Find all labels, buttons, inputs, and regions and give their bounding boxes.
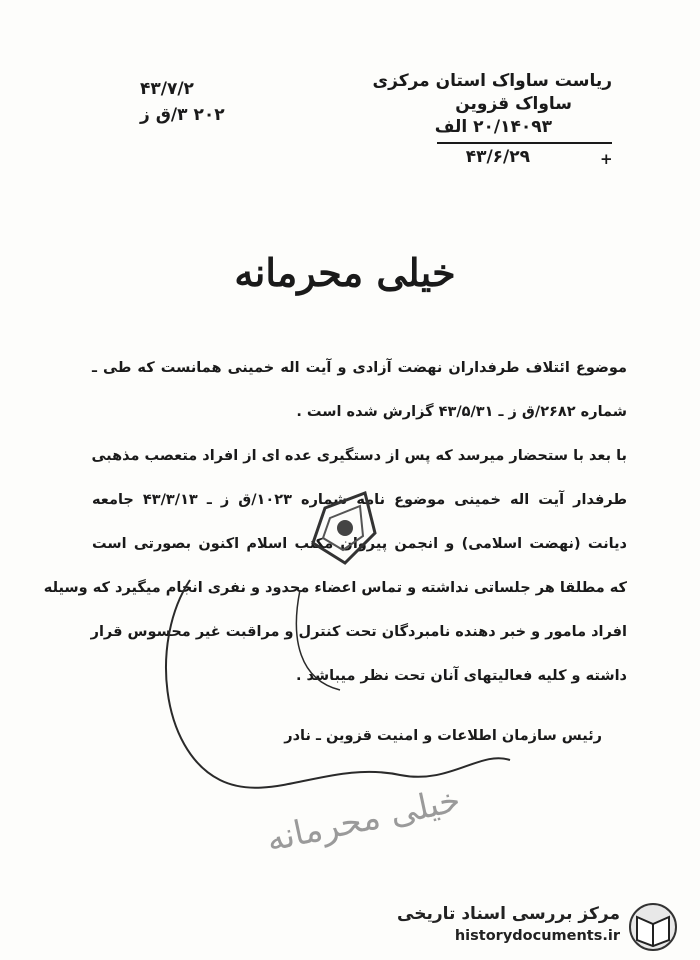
- body-line-6: که مطلقا هر جلساتی نداشته و تماس اعضاء محدود و نفری انجام میگیرد که وسیله: [43, 580, 627, 596]
- body-line-4: طرفدار آیت اله خمینی موضوع نامه شماره ۱۰۲۳/ق ز ـ ۴۳/۳/۱۳ جامعه: [92, 492, 627, 508]
- document-date: ۴۳/۷/۲: [140, 79, 194, 99]
- body-line-8: داشته و کلیه فعالیتهای آنان تحت نظر میباشد .: [295, 668, 627, 684]
- stamp-mark: [305, 488, 385, 568]
- body-line-7: افراد مامور و خبر دهنده نامبردگان تحت کنترل و مراقبت غیر محسوس قرار: [90, 624, 627, 640]
- sender-line-1: ریاست ساواک استان مرکزی: [372, 71, 612, 91]
- sender-line-2: ساواک قزوین: [455, 94, 572, 114]
- archive-name: مرکز بررسی اسناد تاریخی: [397, 904, 620, 924]
- reference-date: ۴۳/۶/۲۹: [465, 147, 530, 167]
- header-rule: [437, 142, 612, 144]
- document-number: ۲۰۲ ۳/ق ز: [140, 105, 225, 125]
- archive-url: historydocuments.ir: [454, 928, 620, 944]
- body-line-2: شماره ۲۶۸۲/ق ز ـ ۴۳/۵/۳۱ گزارش شده است .: [296, 404, 627, 420]
- signature-line: رئیس سازمان اطلاعات و امنیت قزوین ـ نادر: [284, 728, 602, 744]
- body-line-5: دیانت (نهضت اسلامی) و انجمن پیروان مکتب اسلام اکنون بصورتی است: [92, 536, 627, 552]
- archive-watermark: [397, 900, 690, 956]
- plus-mark: +: [600, 150, 613, 168]
- body-line-3: با بعد با ستحضار میرسد که پس از دستگیری عده ای از افراد متعصب مذهبی: [91, 448, 627, 464]
- sender-block: [372, 70, 612, 169]
- archive-logo-icon: [625, 902, 681, 952]
- classification-heading: خیلی محرمانه: [234, 250, 456, 295]
- handwritten-annotation: خیلی محرمانه: [262, 779, 464, 861]
- body-line-1: موضوع ائتلاف طرفداران نهضت آزادی و آیت اله خمینی همانست که طی ـ: [92, 360, 627, 376]
- date-number-block: [140, 76, 250, 128]
- reference-number: ۲۰/۱۴۰۹۳ الف: [434, 117, 552, 137]
